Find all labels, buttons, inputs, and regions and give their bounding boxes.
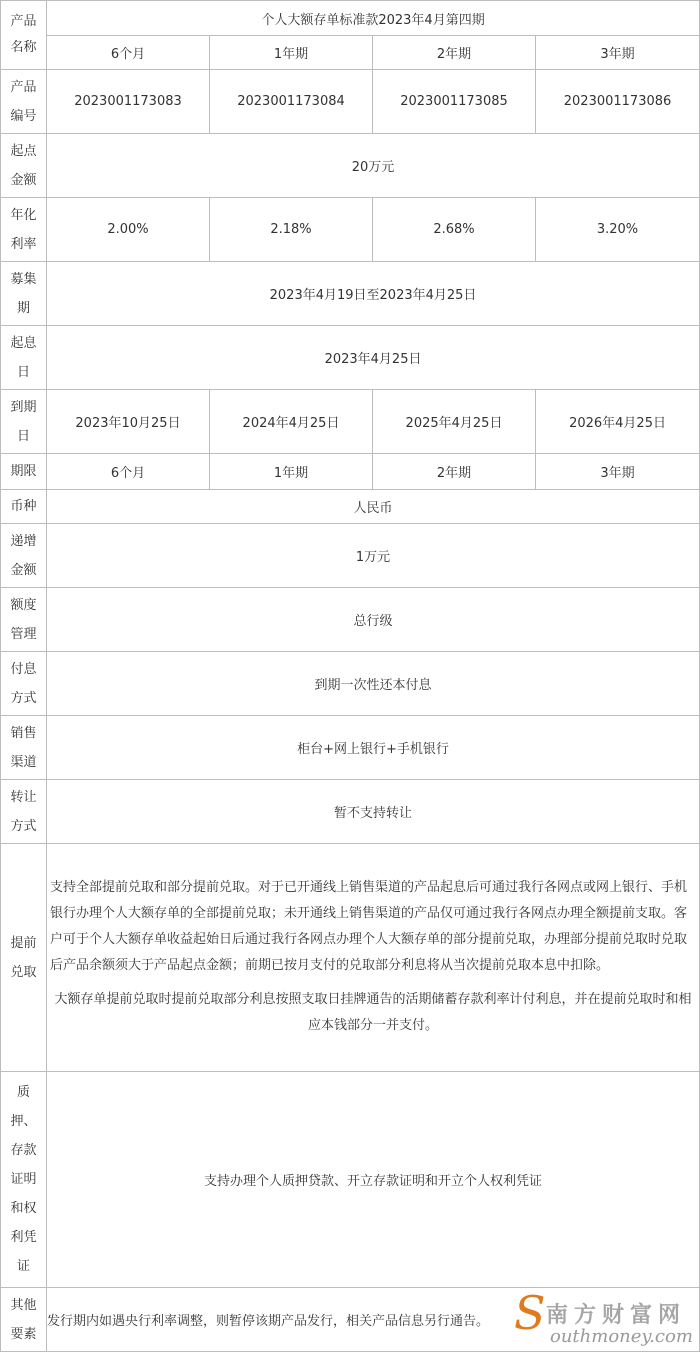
label-raising-period: 募集期 bbox=[1, 262, 47, 326]
term-header: 6个月 bbox=[47, 36, 210, 70]
label-currency: 币种 bbox=[1, 490, 47, 524]
quota-value: 总行级 bbox=[47, 588, 700, 652]
interest-payment-value: 到期一次性还本付息 bbox=[47, 652, 700, 716]
label-product-code: 产品编号 bbox=[1, 70, 47, 134]
term-header: 3年期 bbox=[536, 36, 700, 70]
label-value-date: 起息日 bbox=[1, 326, 47, 390]
watermark-en: outhmoney.com bbox=[550, 1326, 693, 1347]
channels-value: 柜台+网上银行+手机银行 bbox=[47, 716, 700, 780]
pledge-value: 支持办理个人质押贷款、开立存款证明和开立个人权利凭证 bbox=[47, 1072, 700, 1288]
increment-value: 1万元 bbox=[47, 524, 700, 588]
term-value: 1年期 bbox=[210, 454, 373, 490]
label-maturity-date: 到期日 bbox=[1, 390, 47, 454]
watermark-cn: 南方财富网 bbox=[546, 1303, 687, 1328]
label-early-withdrawal: 提前兑取 bbox=[1, 844, 47, 1072]
label-interest-payment: 付息方式 bbox=[1, 652, 47, 716]
currency-value: 人民币 bbox=[47, 490, 700, 524]
label-annual-rate: 年化利率 bbox=[1, 198, 47, 262]
annual-rate: 2.18% bbox=[210, 198, 373, 262]
product-title: 个人大额存单标准款2023年4月第四期 bbox=[47, 1, 700, 36]
label-increment: 递增金额 bbox=[1, 524, 47, 588]
term-value: 6个月 bbox=[47, 454, 210, 490]
label-quota: 额度管理 bbox=[1, 588, 47, 652]
maturity-date: 2025年4月25日 bbox=[373, 390, 536, 454]
early-withdrawal-paragraph-2: 大额存单提前兑取时提前兑取部分利息按照支取日挂牌通告的活期储蓄存款利率计付利息，并在提前兑取时和相应本钱部分一并支付。 bbox=[54, 991, 692, 1033]
product-code: 2023001173083 bbox=[47, 70, 210, 134]
other-value: 发行期内如遇央行利率调整，则暂停该期产品发行，相关产品信息另行通告。 bbox=[47, 1288, 700, 1352]
early-withdrawal-paragraph-1: 支持全部提前兑取和部分提前兑取。对于已开通线上销售渠道的产品起息后可通过我行各网点或网上银行、手机银行办理个人大额存单的全部提前兑取；未开通线上销售渠道的产品仅可通过我行各网点办理全额提前支取。客户可于个人大额存单收益起始日后通过我行各网点办理个人大额存单的部分提前兑取，办理部分提前兑取时兑取后产品余额须大于产品起点金额；前期已按月支付的兑取部分利息将从当次提前兑取本息中扣除。 bbox=[50, 879, 688, 973]
label-pledge: 质押、存款证明和权利凭证 bbox=[1, 1072, 47, 1288]
label-term: 期限 bbox=[1, 454, 47, 490]
label-product-name: 产品名称 bbox=[1, 1, 47, 70]
maturity-date: 2026年4月25日 bbox=[536, 390, 700, 454]
product-code: 2023001173084 bbox=[210, 70, 373, 134]
product-code: 2023001173085 bbox=[373, 70, 536, 134]
annual-rate: 2.00% bbox=[47, 198, 210, 262]
value-date-value: 2023年4月25日 bbox=[47, 326, 700, 390]
early-withdrawal-cell bbox=[47, 844, 700, 1072]
maturity-date: 2024年4月25日 bbox=[210, 390, 373, 454]
annual-rate: 3.20% bbox=[536, 198, 700, 262]
min-amount-value: 20万元 bbox=[47, 134, 700, 198]
raising-period-value: 2023年4月19日至2023年4月25日 bbox=[47, 262, 700, 326]
term-header: 2年期 bbox=[373, 36, 536, 70]
transfer-value: 暂不支持转让 bbox=[47, 780, 700, 844]
label-channels: 销售渠道 bbox=[1, 716, 47, 780]
term-value: 2年期 bbox=[373, 454, 536, 490]
label-other: 其他要素 bbox=[1, 1288, 47, 1352]
term-header: 1年期 bbox=[210, 36, 373, 70]
watermark-s: S bbox=[514, 1286, 546, 1340]
label-min-amount: 起点金额 bbox=[1, 134, 47, 198]
annual-rate: 2.68% bbox=[373, 198, 536, 262]
product-code: 2023001173086 bbox=[536, 70, 700, 134]
label-transfer: 转让方式 bbox=[1, 780, 47, 844]
term-value: 3年期 bbox=[536, 454, 700, 490]
maturity-date: 2023年10月25日 bbox=[47, 390, 210, 454]
